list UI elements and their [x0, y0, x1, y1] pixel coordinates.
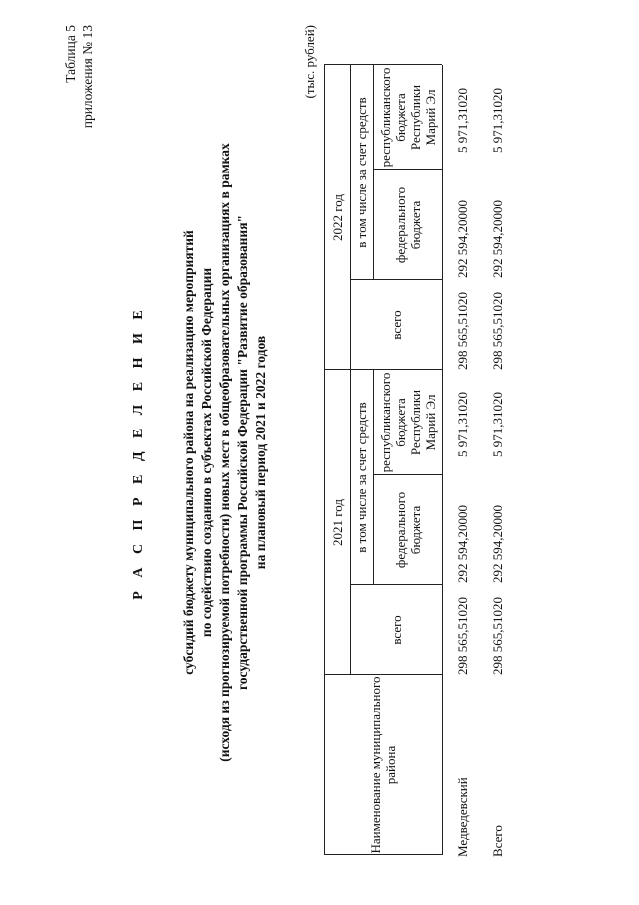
units-label: (тыс. рублей): [302, 25, 317, 99]
header-2021-republic: республиканского бюджета Республики Марий Эл: [377, 372, 438, 473]
value-2021-total: 298 565,51020: [490, 597, 505, 675]
value-2022-federal: 292 594,20000: [490, 200, 505, 278]
header-2021-federal: федерального бюджета: [392, 491, 423, 569]
row-name-total: Всего: [490, 825, 505, 857]
value-2021-total: 298 565,51020: [455, 597, 470, 675]
table-line-2021-fed: [373, 474, 442, 475]
value-2022-republic: 5 971,31020: [455, 88, 470, 153]
header-2022-republic: республиканского бюджета Республики Марий Эл: [377, 67, 438, 168]
appendix-label: приложения № 13: [80, 25, 95, 129]
header-year-2022: 2022 год: [329, 194, 345, 241]
value-2021-republic: 5 971,31020: [455, 392, 470, 457]
header-year-2021: 2021 год: [329, 499, 345, 546]
header-2022-total: всего: [388, 310, 404, 340]
header-2021-total: всего: [388, 615, 404, 645]
header-2022-including: в том числе за счет средств: [354, 97, 369, 248]
value-2022-total: 298 565,51020: [455, 292, 470, 370]
header-2022-federal: федерального бюджета: [392, 186, 423, 264]
value-2022-republic: 5 971,31020: [490, 88, 505, 153]
value-2021-republic: 5 971,31020: [490, 392, 505, 457]
subtitle-line-2: по содействию созданию в субъектах Российской Федерации: [199, 267, 214, 638]
subtitle-line-1: субсидий бюджету муниципального района на реализацию мероприятий: [181, 230, 196, 675]
subtitle-line-5: на плановый период 2021 и 2022 годов: [253, 335, 268, 570]
header-2021-including: в том числе за счет средств: [354, 402, 369, 553]
subtitle-line-4: государственной программы Российской Федерации "Развитие образования": [235, 215, 250, 691]
header-district-name: Наименование муниципального района: [368, 676, 398, 854]
value-2021-federal: 292 594,20000: [455, 505, 470, 583]
title-block: [130, 0, 270, 905]
table-line-header-bottom: [442, 65, 443, 855]
value-2022-total: 298 565,51020: [490, 292, 505, 370]
document-title: Р А С П Р Е Д Е Л Е Н И Е: [131, 305, 146, 600]
row-name-medvedevsky: Медведевский: [455, 777, 470, 857]
value-2021-federal: 292 594,20000: [490, 505, 505, 583]
subtitle-line-3: (исходя из прогнозируемой потребности) новых мест в общеобразовательных организациях в рамках: [217, 143, 232, 762]
table-number-label: Таблица 5: [63, 25, 78, 83]
table-line-2022-fed: [373, 169, 442, 170]
value-2022-federal: 292 594,20000: [455, 200, 470, 278]
